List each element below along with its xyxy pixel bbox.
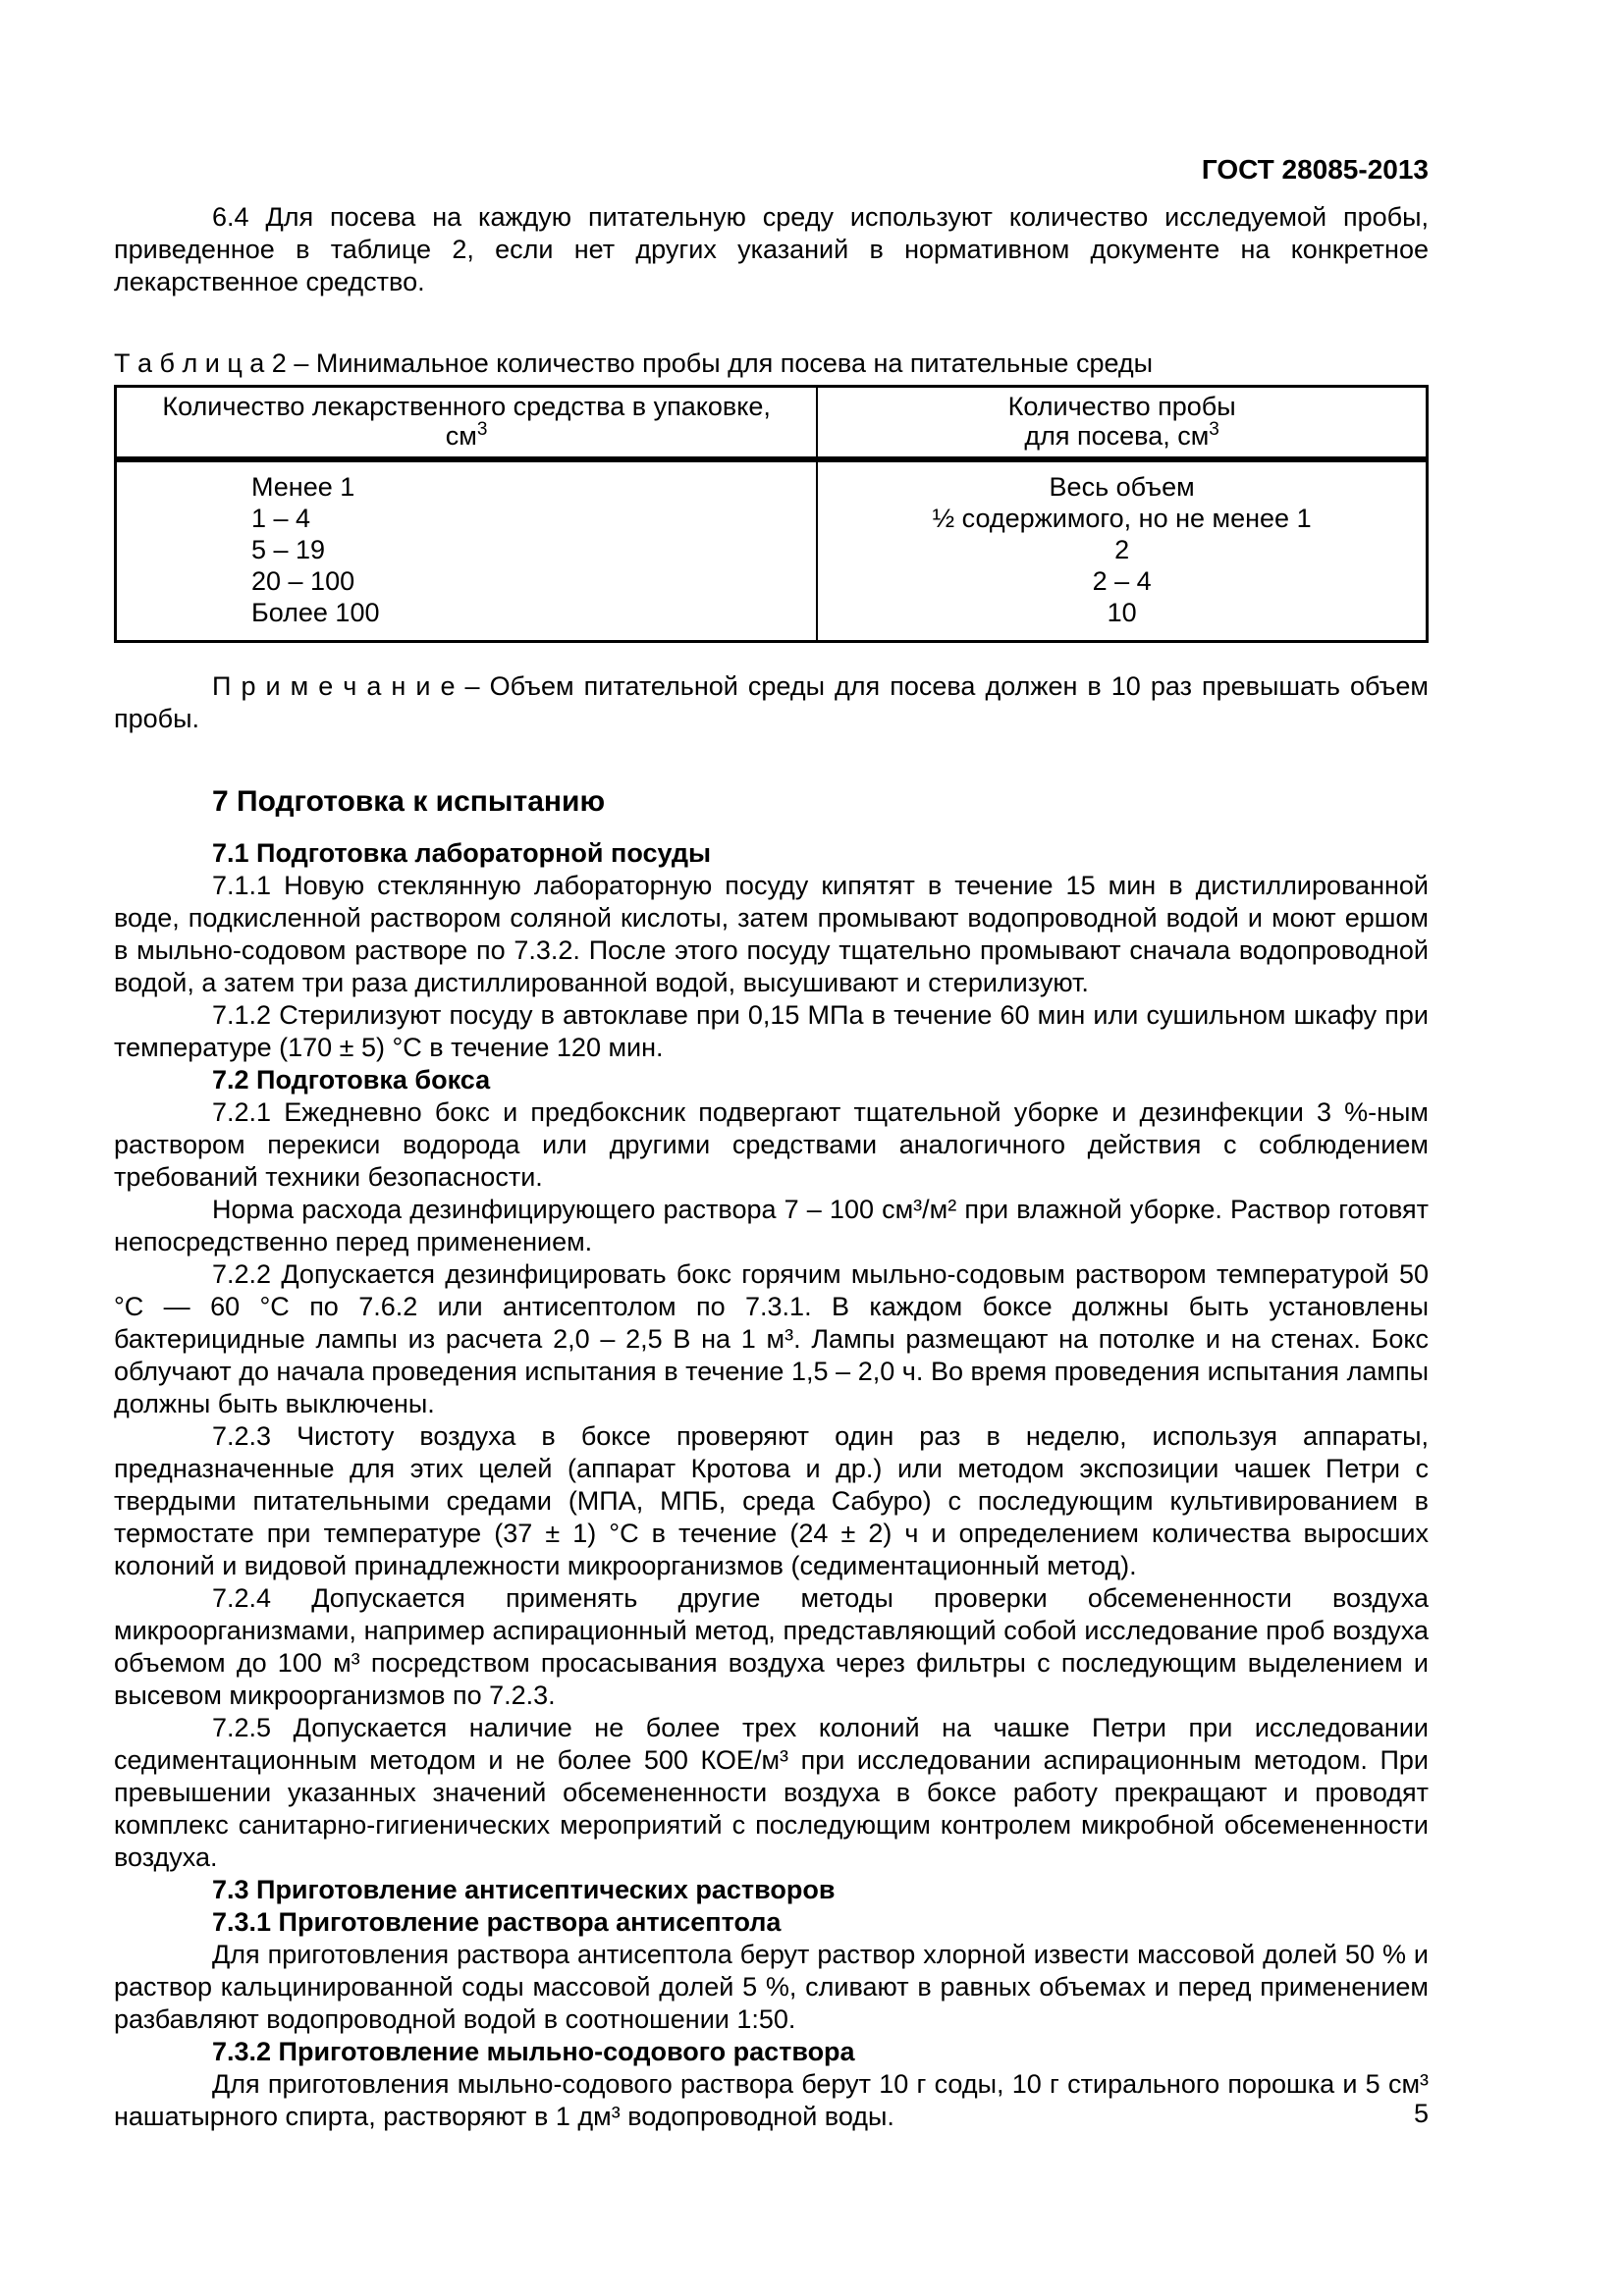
doc-code: ГОСТ 28085-2013 (1201, 154, 1429, 185)
table-row (116, 597, 1428, 642)
cell-qty: Более 100 (251, 598, 380, 627)
table-row (116, 534, 1428, 565)
para-7-2-1: 7.2.1 Ежедневно бокс и предбоксник подвергают тщательной уборке и дезинфекции 3 %-ным раствором перекиси водорода или другими средствами аналогичного действия с соблюдением требований техники безопасности. (114, 1097, 1429, 1192)
section-7-2-heading: 7.2 Подготовка бокса (212, 1065, 491, 1095)
table-caption: Т а б л и ц а 2 – Минимальное количество пробы для посева на питательные среды (114, 348, 1154, 378)
column-header-title: Количество пробы (1007, 392, 1236, 421)
para-7-3-2: Для приготовления мыльно-содового раствора берут 10 г соды, 10 г стирального порошка и 5 см³ нашатырного спирта, растворяют в 1 дм³ водопроводной воды. (114, 2069, 1429, 2131)
table-row (116, 565, 1428, 597)
cell-sample: 2 (817, 534, 1427, 565)
para-7-1-2: 7.1.2 Стерилизуют посуду в автоклаве при 0,15 МПа в течение 60 мин или сушильном шкафу при температуре (170 ± 5) °С в течение 120 мин. (114, 1000, 1429, 1062)
page-number: 5 (1413, 2099, 1429, 2128)
para-7-2-4: 7.2.4 Допускается применять другие методы проверки обсемененности воздуха микроорганизмами, например аспирационный метод, представляющий собой исследование проб воздуха объемом до 100 м³ посредством просасывания воздуха через фильтры с последующим выделением и высевом микроорганизмов по 7.2.3. (114, 1583, 1429, 1710)
para-7-3-1: Для приготовления раствора антисептола берут раствор хлорной извести массовой долей 50 % и раствор кальцинированной соды массовой долей 5 %, сливают в равных объемах и перед применением разбавляют водопроводной водой в соотношении 1:50. (114, 1940, 1429, 2034)
page-header (114, 153, 1429, 187)
table-2-header (116, 387, 1428, 460)
para-7-2-3: 7.2.3 Чистоту воздуха в боксе проверяют один раз в неделю, используя аппараты, предназначенные для этих целей (аппарат Кротова и др.) или методом экспозиции чашек Петри с твердыми питательными средами (МПА, МПБ, среда Сабуро) с последующим культивированием в термостате при температуре (37 ± 1) °С в течение (24 ± 2) ч и определением количества выросших колоний и видовой принадлежности микроорганизмов (седиментационный метод). (114, 1421, 1429, 1580)
column-header-title: Количество лекарственного средства в упаковке, (162, 392, 771, 421)
cell-qty: 5 – 19 (251, 535, 326, 564)
section-7-heading: 7 Подготовка к испытанию (212, 785, 606, 818)
para-7-1-1: 7.1.1 Новую стеклянную лабораторную посуду кипятят в течение 15 мин в дистиллированной воде, подкисленной раствором соляной кислоты, затем промывают водопроводной водой и моют ершом в мыльно-содовом растворе по 7.3.2. После этого посуду тщательно промывают сначала водопроводной водой, а затем три раза дистиллированной водой, высушивают и стерилизуют. (114, 871, 1429, 997)
column-header-drug-quantity (116, 387, 818, 460)
column-header-unit-sup: 3 (476, 419, 488, 440)
column-header-unit: см (445, 421, 477, 451)
section-7-3-2-heading: 7.3.2 Приготовление мыльно-содового раствора (212, 2037, 855, 2066)
table-2 (114, 385, 1429, 643)
cell-qty: Менее 1 (251, 472, 355, 502)
cell-qty: 20 – 100 (251, 566, 355, 596)
table-note: П р и м е ч а н и е – Объем питательной среды для посева должен в 10 раз превышать объем пробы. (114, 671, 1429, 733)
cell-sample: Весь объем (817, 459, 1427, 503)
para-7-2-5: 7.2.5 Допускается наличие не более трех колоний на чашке Петри при исследовании седиментационным методом и не более 500 КОЕ/м³ при исследовании аспирационным методом. При превышении указанных значений обсемененности воздуха в боксе работу прекращают и проводят комплекс санитарно-гигиенических мероприятий с последующим контролем микробной обсемененности воздуха. (114, 1713, 1429, 1872)
section-7-3-heading: 7.3 Приготовление антисептических растворов (212, 1875, 836, 1904)
column-header-unit-sup: 3 (1209, 419, 1219, 440)
table-row (116, 459, 1428, 503)
para-7-2-1-norm: Норма расхода дезинфицирующего раствора 7 – 100 см³/м² при влажной уборке. Раствор готовят непосредственно перед применением. (114, 1195, 1429, 1256)
cell-sample: 2 – 4 (817, 565, 1427, 597)
cell-sample: 10 (817, 597, 1427, 642)
column-header-sample-quantity (817, 387, 1427, 460)
table-header-row (116, 387, 1428, 460)
table-row (116, 503, 1428, 534)
section-7-1-heading: 7.1 Подготовка лабораторной посуды (212, 838, 712, 868)
table-2-body (116, 459, 1428, 642)
page-content (114, 201, 1429, 2133)
column-header-unit: для посева, см (1024, 421, 1210, 451)
cell-qty: 1 – 4 (251, 504, 311, 533)
section-7-3-1-heading: 7.3.1 Приготовление раствора антисептола (212, 1907, 782, 1937)
para-7-2-2: 7.2.2 Допускается дезинфицировать бокс горячим мыльно-содовым раствором температурой 50 °С — 60 °С по 7.6.2 или антисептолом по 7.3.1. В каждом боксе должны быть установлены бактерицидные лампы из расчета 2,0 – 2,5 В на 1 м³. Лампы размещают на потолке и на стенах. Бокс облучают до начала проведения испытания в течение 1,5 – 2,0 ч. Во время проведения испытания лампы должны быть выключены. (114, 1259, 1429, 1418)
cell-sample: ½ содержимого, но не менее 1 (817, 503, 1427, 534)
para-6-4: 6.4 Для посева на каждую питательную среду используют количество исследуемой пробы, приведенное в таблице 2, если нет других указаний в нормативном документе на конкретное лекарственное средство. (114, 202, 1429, 296)
